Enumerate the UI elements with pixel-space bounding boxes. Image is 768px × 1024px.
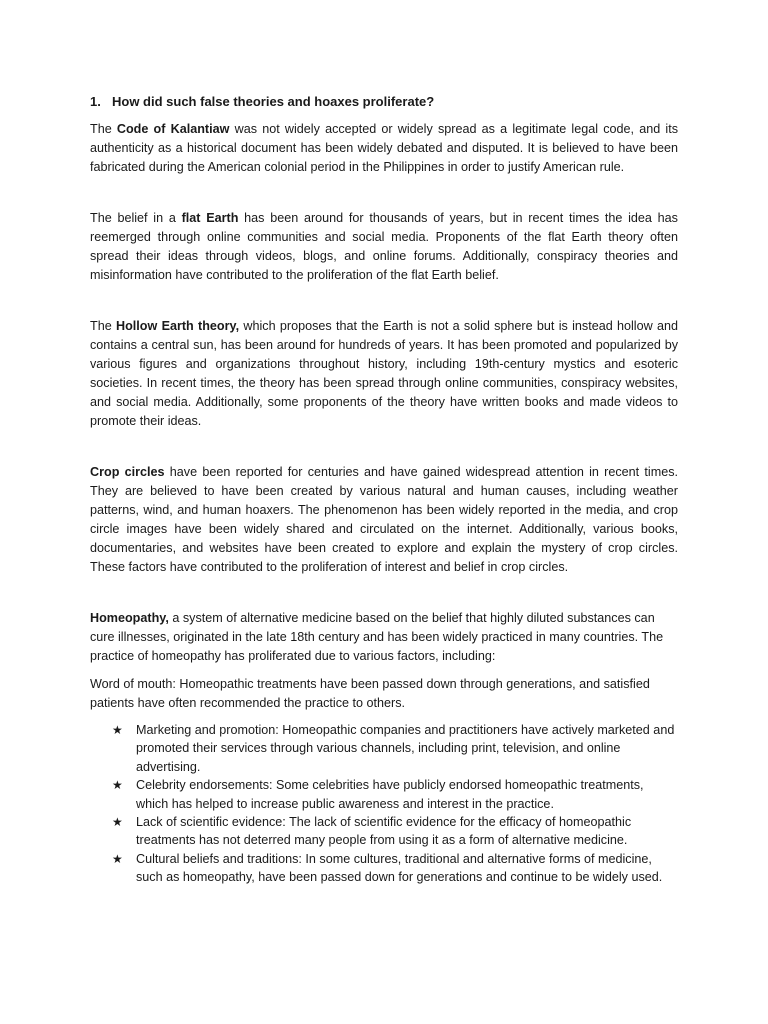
paragraph-body: was not widely accepted or widely spread as a legitimate legal code, and its authenticity as a historical document has been widely debated and disputed. It is believed to have been fabricated during the American colonial period in the Philippines in order to justify American rule.: [90, 122, 678, 174]
factor-list: [90, 721, 678, 887]
list-item-text: Celebrity endorsements: Some celebrities have publicly endorsed homeopathic treatments, which has helped to increase public awareness and interest in the practice.: [136, 778, 644, 811]
paragraph-lead: The: [90, 122, 117, 136]
list-item-text: Lack of scientific evidence: The lack of scientific evidence for the efficacy of homeopathic treatments has not deterred many people from using it as a form of alternative medicine.: [136, 815, 632, 848]
star-icon: ★: [112, 778, 123, 793]
document-page: [90, 92, 678, 887]
paragraph-word-of-mouth: Word of mouth: Homeopathic treatments have been passed down through generations, and satisfied patients have often recommended the practice to others.: [90, 677, 650, 710]
term-flat-earth: flat Earth: [181, 211, 239, 225]
term-code-of-kalantiaw: Code of Kalantiaw: [116, 122, 230, 136]
paragraph-kalantiaw: [90, 120, 678, 177]
paragraph-homeopathy: [90, 609, 678, 666]
term-homeopathy: Homeopathy,: [90, 611, 169, 625]
list-item-text: Marketing and promotion: Homeopathic companies and practitioners have actively marketed and promoted their services through various channels, including print, television, and online advertising.: [136, 723, 675, 774]
star-icon: ★: [112, 815, 123, 830]
question-text: How did such false theories and hoaxes proliferate?: [112, 94, 435, 109]
paragraph-lead: The belief in a: [90, 211, 182, 225]
question-heading: [90, 92, 678, 111]
paragraph-lead: The: [90, 319, 116, 333]
paragraph-body: which proposes that the Earth is not a solid sphere but is instead hollow and contains a central sun, has been around for hundreds of years. It has been promoted and popularized by various figures and organizations throughout history, including 19th-century mystics and esoteric societies. In recent times, the theory has been spread through online communities, conspiracy websites, and social media. Additionally, some proponents of the theory have written books and made videos to promote their ideas.: [90, 319, 679, 428]
list-item: [90, 776, 678, 813]
paragraph-body: a system of alternative medicine based on the belief that highly diluted substances can cure illnesses, originated in the late 18th century and has been widely practiced in many countries. The practice of homeopathy has proliferated due to various factors, including:: [90, 611, 664, 663]
paragraph-body: have been reported for centuries and have gained widespread attention in recent times. They are believed to have been created by various natural and human causes, including weather patterns, wind, and human hoaxers. The phenomenon has been widely reported in the media, and crop circle images have been widely shared and circulated on the internet. Additionally, various books, documentaries, and websites have been created to explore and explain the mystery of crop circles. These factors have contributed to the proliferation of interest and belief in crop circles.: [90, 465, 678, 574]
list-item: [90, 813, 678, 850]
paragraph-body: has been around for thousands of years, but in recent times the idea has reemerged through online communities and social media. Proponents of the flat Earth theory often spread their ideas through videos, blogs, and online forums. Additionally, conspiracy theories and misinformation have contributed to the proliferation of the flat Earth belief.: [90, 211, 678, 282]
term-hollow-earth: Hollow Earth theory,: [116, 319, 240, 333]
paragraph-hollow-earth: [90, 317, 678, 431]
star-icon: ★: [112, 851, 123, 866]
paragraph-flat-earth: [90, 209, 678, 285]
question-number: 1.: [90, 94, 101, 109]
list-item-text: Cultural beliefs and traditions: In some cultures, traditional and alternative forms of medicine, such as homeopathy, have been passed down for generations and continue to be widely used.: [136, 851, 663, 885]
list-item: [90, 721, 678, 776]
term-crop-circles: Crop circles: [90, 465, 165, 479]
paragraph-crop-circles: [90, 463, 678, 577]
star-icon: ★: [112, 723, 123, 737]
list-item: [90, 850, 678, 887]
